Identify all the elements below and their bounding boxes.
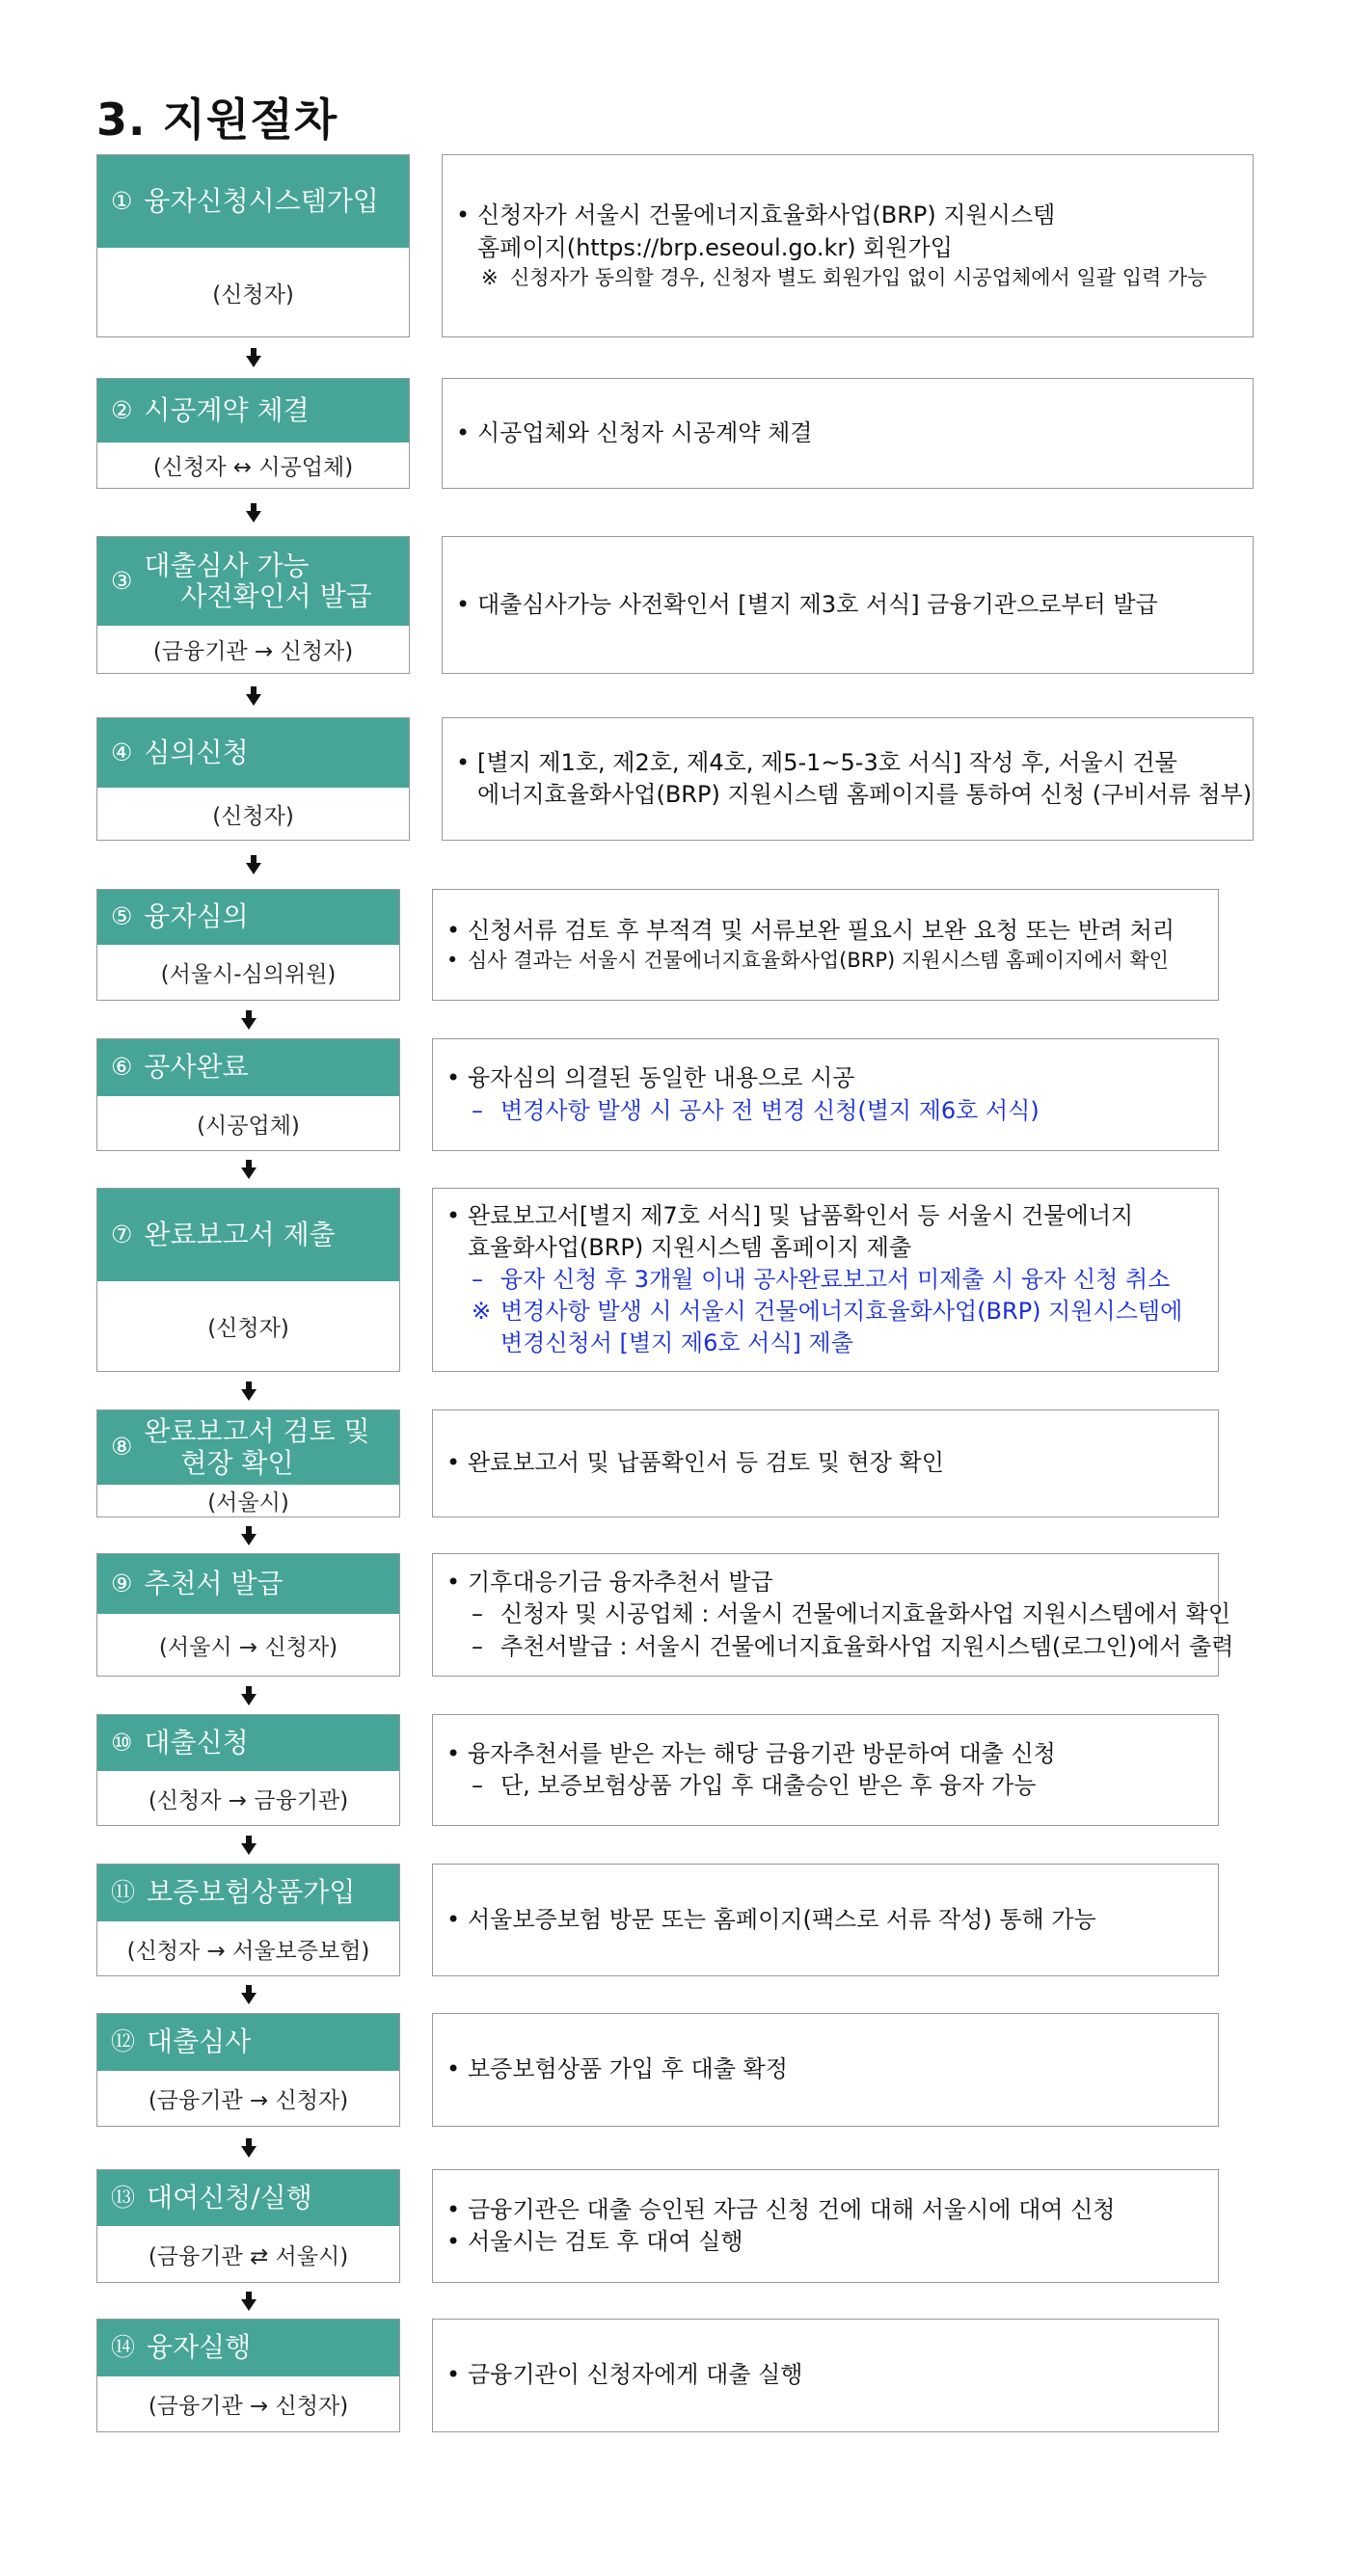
step-header bbox=[97, 1410, 399, 1485]
line-marker bbox=[456, 779, 477, 811]
step-number: ④ bbox=[111, 738, 133, 766]
step-header bbox=[97, 718, 409, 788]
line-text: 완료보고서 및 납품확인서 등 검토 및 현장 확인 bbox=[468, 1449, 944, 1477]
line-text: 서울시는 검토 후 대여 실행 bbox=[468, 2228, 743, 2255]
indent-spacer bbox=[446, 1328, 468, 1359]
line-text: 시공업체와 신청자 시공계약 체결 bbox=[477, 418, 813, 446]
step-box bbox=[96, 2319, 400, 2432]
step-actor: (서울시) bbox=[207, 1490, 289, 1516]
step-label bbox=[144, 1220, 335, 1250]
step-label bbox=[144, 901, 248, 932]
description-line bbox=[446, 1631, 1234, 1663]
line-marker: • bbox=[456, 418, 471, 446]
step-actor: (시공업체) bbox=[197, 1113, 300, 1139]
step-header bbox=[97, 1189, 399, 1281]
down-arrow-icon bbox=[246, 863, 261, 874]
step-label-line: 대여신청/실행 bbox=[147, 2181, 312, 2214]
step-description bbox=[432, 2169, 1219, 2283]
step-actor: (신청자 → 금융기관) bbox=[148, 1787, 349, 1813]
description-line bbox=[446, 1296, 1204, 1328]
step-number: ⑫ bbox=[111, 2027, 136, 2056]
step-header bbox=[97, 537, 409, 626]
description-line bbox=[446, 1062, 1204, 1094]
line-text: 에너지효율화사업(BRP) 지원시스템 홈페이지를 통하여 신청 (구비서류 첨부) bbox=[477, 781, 1253, 808]
step-label bbox=[144, 186, 378, 217]
down-arrow-icon bbox=[241, 1843, 256, 1855]
step-description bbox=[442, 154, 1254, 337]
step-label bbox=[144, 1052, 248, 1083]
line-text: 대출심사가능 사전확인서 [별지 제3호 서식] 금융기관으로부터 발급 bbox=[477, 590, 1158, 618]
step-actor: (금융기관 ⇄ 서울시) bbox=[148, 2243, 349, 2269]
step-label bbox=[144, 550, 371, 612]
page-title: 3. 지원절차 bbox=[96, 94, 338, 146]
indent-spacer bbox=[446, 1770, 468, 1802]
line-text: 융자 신청 후 3개월 이내 공사완료보고서 미제출 시 융자 신청 취소 bbox=[500, 1265, 1171, 1293]
step-label-line: 완료보고서 제출 bbox=[144, 1218, 336, 1250]
step-number: ⑬ bbox=[111, 2183, 136, 2212]
line-text: [별지 제1호, 제2호, 제4호, 제5-1~5-3호 서식] 작성 후, 서울시 건물 bbox=[477, 748, 1177, 776]
down-arrow-icon bbox=[241, 1993, 256, 2004]
down-arrow-icon bbox=[241, 2146, 256, 2158]
step-description bbox=[432, 1188, 1219, 1372]
line-marker: • bbox=[446, 2228, 461, 2255]
indent-spacer bbox=[446, 1264, 468, 1296]
step-box bbox=[96, 1409, 400, 1517]
step-box bbox=[96, 1188, 400, 1372]
down-arrow-icon bbox=[246, 511, 261, 523]
description-line bbox=[446, 2194, 1204, 2226]
step-header bbox=[97, 379, 409, 443]
line-text: 융자추천서를 받은 자는 해당 금융기관 방문하여 대출 신청 bbox=[468, 1739, 1056, 1767]
step-description bbox=[432, 1553, 1234, 1677]
step-label-line: 융자심의 bbox=[144, 900, 249, 933]
step-actor: (서울시 → 신청자) bbox=[158, 1634, 338, 1660]
step-label-line: 완료보고서 검토 및 bbox=[144, 1415, 370, 1448]
step-box bbox=[96, 1038, 400, 1151]
line-marker: • bbox=[446, 2195, 461, 2223]
step-label-line: 시공계약 체결 bbox=[144, 393, 310, 426]
step-description bbox=[432, 1038, 1219, 1151]
description-line bbox=[446, 2053, 1204, 2085]
line-marker: • bbox=[446, 1064, 461, 1092]
line-marker: – bbox=[472, 1265, 483, 1293]
line-marker bbox=[456, 232, 477, 264]
description-line bbox=[446, 1328, 1204, 1359]
step-label-line: 융자실행 bbox=[147, 2331, 252, 2364]
step-description bbox=[442, 378, 1254, 489]
line-marker: – bbox=[472, 1600, 483, 1628]
step-label-line: 대출심사 bbox=[147, 2026, 252, 2058]
step-number: ⑭ bbox=[111, 2333, 136, 2362]
step-label bbox=[147, 2183, 312, 2214]
line-text: 단, 보증보험상품 가입 후 대출승인 받은 후 융자 가능 bbox=[500, 1772, 1037, 1799]
step-header bbox=[97, 1865, 399, 1921]
step-actor: (금융기관 → 신청자) bbox=[148, 2394, 349, 2419]
line-marker: • bbox=[456, 201, 471, 229]
step-box bbox=[96, 1714, 400, 1826]
step-label-line: 공사완료 bbox=[144, 1051, 249, 1084]
description-line bbox=[446, 1447, 1204, 1479]
line-marker: • bbox=[446, 2361, 461, 2389]
line-text: 신청자가 동의할 경우, 신청자 별도 회원가입 없이 시공업체에서 일괄 입력 가능 bbox=[510, 265, 1207, 289]
line-marker bbox=[446, 1232, 468, 1264]
down-arrow-icon bbox=[241, 2299, 256, 2311]
line-text: 금융기관이 신청자에게 대출 실행 bbox=[468, 2361, 803, 2389]
step-label-line: 대출심사 가능 bbox=[144, 549, 310, 581]
step-label bbox=[144, 1416, 369, 1478]
step-header bbox=[97, 2320, 399, 2376]
step-label bbox=[144, 1569, 283, 1599]
line-marker: • bbox=[446, 1449, 461, 1477]
step-description bbox=[432, 1864, 1219, 1976]
step-number: ② bbox=[111, 395, 133, 424]
line-marker: • bbox=[456, 748, 471, 776]
down-arrow-icon bbox=[241, 1694, 256, 1705]
indent-spacer bbox=[446, 1095, 468, 1127]
step-box bbox=[96, 1553, 400, 1677]
description-line bbox=[446, 1770, 1204, 1802]
indent-spacer bbox=[446, 1296, 468, 1328]
step-header bbox=[97, 2170, 399, 2226]
step-label-line: 대출신청 bbox=[144, 1726, 249, 1758]
line-marker bbox=[468, 1328, 500, 1359]
step-number: ⑧ bbox=[111, 1433, 133, 1462]
line-marker: • bbox=[446, 1569, 461, 1597]
description-line bbox=[456, 589, 1239, 621]
step-description bbox=[442, 717, 1254, 841]
down-arrow-icon bbox=[241, 1018, 256, 1030]
step-description bbox=[432, 889, 1219, 1001]
step-actor: (신청자) bbox=[212, 803, 294, 829]
description-line bbox=[456, 232, 1239, 264]
description-line bbox=[456, 747, 1239, 779]
step-actor: (금융기관 → 신청자) bbox=[148, 2088, 349, 2113]
description-line bbox=[446, 915, 1204, 947]
step-label bbox=[147, 2026, 251, 2057]
step-number: ⑤ bbox=[111, 902, 133, 931]
line-text: 보증보험상품 가입 후 대출 확정 bbox=[468, 2055, 788, 2083]
line-text: 심사 결과는 서울시 건물에너지효율화사업(BRP) 지원시스템 홈페이지에서 확인 bbox=[468, 949, 1169, 973]
step-box bbox=[96, 154, 410, 337]
step-number: ⑨ bbox=[111, 1569, 133, 1597]
description-line bbox=[446, 1904, 1204, 1936]
line-marker: • bbox=[446, 916, 461, 944]
line-text: 신청자 및 시공업체 : 서울시 건물에너지효율화사업 지원시스템에서 확인 bbox=[500, 1600, 1231, 1628]
step-number: ⑦ bbox=[111, 1220, 133, 1248]
step-actor: (신청자 → 서울보증보험) bbox=[126, 1938, 370, 1964]
step-actor: (신청자) bbox=[212, 282, 294, 308]
line-text: 신청자가 서울시 건물에너지효율화사업(BRP) 지원시스템 bbox=[477, 201, 1056, 229]
step-label bbox=[147, 2332, 251, 2363]
step-label bbox=[144, 738, 248, 768]
line-text: 변경사항 발생 시 공사 전 변경 신청(별지 제6호 서식) bbox=[500, 1096, 1040, 1124]
description-line bbox=[446, 2226, 1204, 2258]
step-header bbox=[97, 155, 409, 248]
description-line bbox=[456, 779, 1253, 811]
down-arrow-icon bbox=[241, 1534, 256, 1545]
line-marker: ※ bbox=[472, 1298, 492, 1326]
step-header bbox=[97, 890, 399, 945]
description-line bbox=[456, 200, 1239, 231]
step-description bbox=[432, 2013, 1219, 2127]
line-marker: • bbox=[446, 1201, 461, 1229]
down-arrow-icon bbox=[246, 356, 261, 367]
step-header bbox=[97, 1715, 399, 1771]
line-marker: • bbox=[446, 1905, 461, 1933]
step-actor: (서울시-심의위원) bbox=[160, 962, 337, 987]
step-description bbox=[432, 1409, 1219, 1517]
step-label-line: 보증보험상품가입 bbox=[147, 1876, 356, 1909]
line-text: 신청서류 검토 후 부적격 및 서류보완 필요시 보완 요청 또는 반려 처리 bbox=[468, 916, 1175, 944]
line-marker: • bbox=[446, 2055, 461, 2083]
line-marker: • bbox=[446, 1739, 461, 1767]
description-line bbox=[446, 1567, 1204, 1598]
step-number: ① bbox=[111, 186, 133, 215]
step-box bbox=[96, 1864, 400, 1976]
step-header bbox=[97, 1554, 399, 1614]
description-line bbox=[446, 947, 1204, 975]
step-actor: (신청자 ↔ 시공업체) bbox=[152, 455, 354, 480]
description-line bbox=[446, 2359, 1204, 2391]
step-number: ⑪ bbox=[111, 1878, 136, 1907]
line-marker: – bbox=[472, 1096, 483, 1124]
step-header bbox=[97, 1039, 399, 1096]
step-number: ⑥ bbox=[111, 1053, 133, 1082]
line-marker: • bbox=[446, 949, 459, 973]
step-label-line: 현장 확인 bbox=[180, 1446, 294, 1479]
step-box bbox=[96, 2169, 400, 2283]
indent-spacer bbox=[446, 1631, 468, 1663]
description-line bbox=[446, 1200, 1204, 1232]
step-number: ⑩ bbox=[111, 1728, 133, 1757]
step-label-line: 사전확인서 발급 bbox=[180, 580, 372, 612]
line-text: 융자심의 의결된 동일한 내용으로 시공 bbox=[468, 1064, 855, 1092]
line-text: 금융기관은 대출 승인된 자금 신청 건에 대해 서울시에 대여 신청 bbox=[468, 2195, 1116, 2223]
indent-spacer bbox=[456, 264, 477, 292]
step-number: ③ bbox=[111, 566, 133, 595]
step-label-line: 융자신청시스템가입 bbox=[144, 184, 379, 217]
line-text: 완료보고서[별지 제7호 서식] 및 납품확인서 등 서울시 건물에너지 bbox=[468, 1201, 1134, 1229]
description-line bbox=[456, 264, 1239, 292]
line-marker: – bbox=[472, 1632, 483, 1660]
line-text: 변경사항 발생 시 서울시 건물에너지효율화사업(BRP) 지원시스템에 bbox=[500, 1298, 1183, 1326]
step-label-line: 심의신청 bbox=[144, 736, 249, 768]
step-label bbox=[147, 1877, 355, 1908]
line-marker: • bbox=[456, 590, 471, 618]
line-marker: ※ bbox=[481, 265, 499, 289]
down-arrow-icon bbox=[246, 694, 261, 706]
line-text: 홈페이지(https://brp.eseoul.go.kr) 회원가입 bbox=[477, 233, 953, 261]
step-description bbox=[432, 1714, 1219, 1826]
line-marker: – bbox=[472, 1772, 483, 1799]
line-text: 효율화사업(BRP) 지원시스템 홈페이지 제출 bbox=[468, 1233, 912, 1261]
description-line bbox=[446, 1598, 1231, 1630]
line-text: 변경신청서 [별지 제6호 서식] 제출 bbox=[500, 1329, 853, 1357]
down-arrow-icon bbox=[241, 1389, 256, 1401]
description-line bbox=[446, 1264, 1204, 1296]
description-line bbox=[446, 1232, 1204, 1264]
step-label-line: 추천서 발급 bbox=[144, 1567, 284, 1599]
step-box bbox=[96, 536, 410, 674]
step-label bbox=[144, 395, 309, 426]
line-text: 추천서발급 : 서울시 건물에너지효율화사업 지원시스템(로그인)에서 출력 bbox=[500, 1632, 1234, 1660]
step-header bbox=[97, 2014, 399, 2071]
indent-spacer bbox=[446, 1598, 468, 1630]
description-line bbox=[446, 1738, 1204, 1770]
description-line bbox=[446, 1095, 1204, 1127]
step-actor: (신청자) bbox=[207, 1316, 289, 1341]
line-text: 서울보증보험 방문 또는 홈페이지(팩스로 서류 작성) 통해 가능 bbox=[468, 1905, 1096, 1933]
step-box bbox=[96, 378, 410, 489]
down-arrow-icon bbox=[241, 1167, 256, 1179]
step-box bbox=[96, 717, 410, 841]
step-description bbox=[432, 2319, 1219, 2432]
line-text: 기후대응기금 융자추천서 발급 bbox=[468, 1569, 773, 1597]
description-line bbox=[456, 417, 1239, 449]
step-label bbox=[144, 1728, 248, 1758]
step-box bbox=[96, 889, 400, 1001]
step-actor: (금융기관 → 신청자) bbox=[152, 639, 354, 664]
step-box bbox=[96, 2013, 400, 2127]
step-description bbox=[442, 536, 1254, 674]
